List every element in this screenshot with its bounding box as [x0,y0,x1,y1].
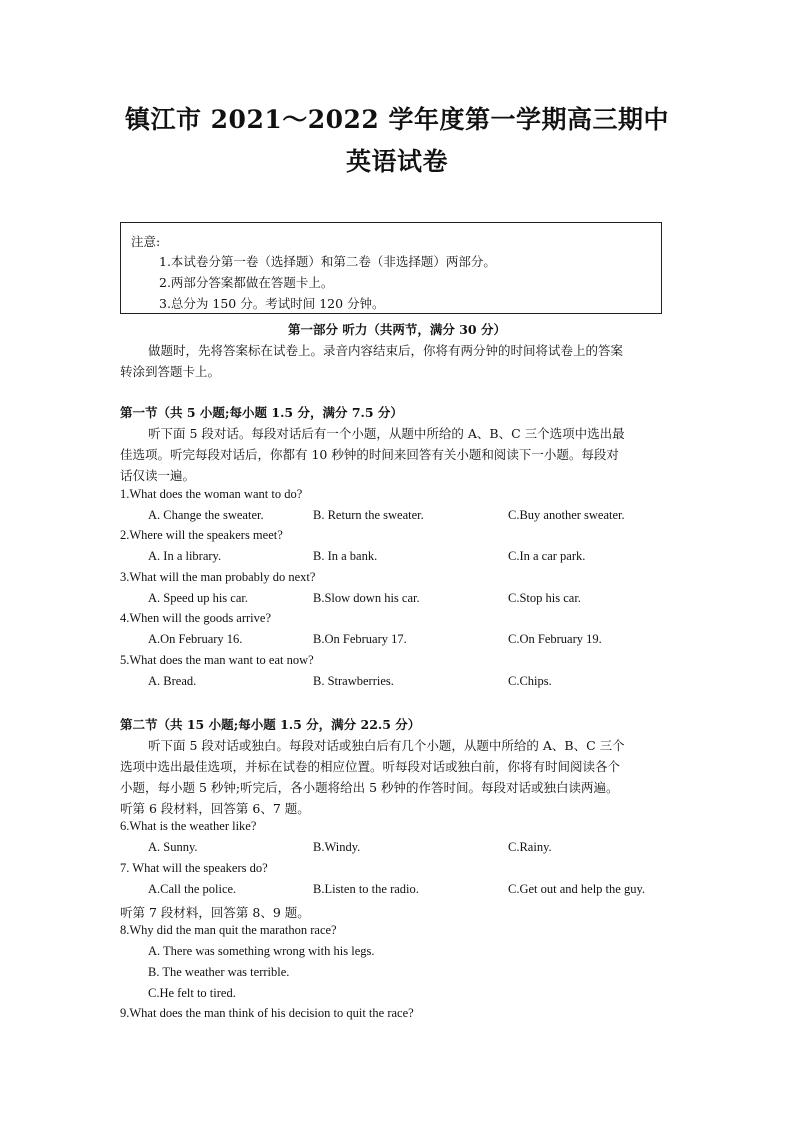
question-3-option-a: A. Speed up his car. [148,591,248,605]
section1-intro-line3: 话仅读一遍。 [120,468,196,483]
question-1-option-a: A. Change the sweater. [148,508,264,522]
section2-intro-line1: 听下面 5 段对话或独白。每段对话或独白后有几个小题，从题中所给的 A、B、C 三个 [148,738,625,753]
question-2-option-a: A. In a library. [148,549,222,563]
question-7-option-c: C.Get out and help the guy. [508,882,646,896]
question-7-option-b: B.Listen to the radio. [313,882,419,896]
exam-title-line1: 镇江市 2021～2022 学年度第一学期高三期中 [124,105,670,134]
part1-heading: 第一部分 听力（共两节，满分 30 分） [288,322,506,337]
question-4-option-b: B.On February 17. [313,632,407,646]
exam-title-line2: 英语试卷 [345,147,448,176]
question-6-option-a: A. Sunny. [148,840,198,854]
notice-item-3: 3.总分为 150 分。考试时间 120 分钟。 [159,296,385,311]
section2-heading: 第二节（共 15 小题;每小题 1.5 分，满分 22.5 分） [120,717,421,732]
question-2: 2.Where will the speakers meet? [120,528,283,542]
question-2-option-b: B. In a bank. [313,549,378,563]
notice-heading: 注意: [131,234,161,249]
question-3: 3.What will the man probably do next? [120,570,316,584]
material-6-instruction: 听第 6 段材料，回答第 6、7 题。 [120,801,310,816]
question-1-option-b: B. Return the sweater. [313,508,424,522]
question-5-option-c: C.Chips. [508,674,552,688]
question-8-option-c: C.He felt to tired. [148,986,236,1000]
section1-intro-line1: 听下面 5 段对话。每段对话后有一个小题，从题中所给的 A、B、C 三个选项中选出最 [148,426,625,441]
question-5-option-b: B. Strawberries. [313,674,394,688]
question-3-option-c: C.Stop his car. [508,591,581,605]
question-6-option-c: C.Rainy. [508,840,552,854]
notice-item-2: 2.两部分答案都做在答题卡上。 [159,275,334,290]
question-8: 8.Why did the man quit the marathon race? [120,923,337,937]
question-3-option-b: B.Slow down his car. [313,591,420,605]
material-7-instruction: 听第 7 段材料，回答第 8、9 题。 [120,905,310,920]
question-7: 7. What will the speakers do? [120,861,268,875]
section1-heading: 第一节（共 5 小题;每小题 1.5 分，满分 7.5 分） [120,405,403,420]
notice-box [120,222,662,314]
question-4: 4.When will the goods arrive? [120,611,271,625]
question-5: 5.What does the man want to eat now? [120,653,314,667]
question-4-option-a: A.On February 16. [148,632,243,646]
question-2-option-c: C.In a car park. [508,549,586,563]
question-1-option-c: C.Buy another sweater. [508,508,625,522]
section1-intro-line2: 佳选项。听完每段对话后，你都有 10 秒钟的时间来回答有关小题和阅读下一小题。每段对 [120,447,619,462]
notice-item-1: 1.本试卷分第一卷（选择题）和第二卷（非选择题）两部分。 [159,254,496,269]
question-6: 6.What is the weather like? [120,819,257,833]
part1-intro-line1: 做题时，先将答案标在试卷上。录音内容结束后，你将有两分钟的时间将试卷上的答案 [148,343,624,358]
question-1: 1.What does the woman want to do? [120,487,303,501]
section2-intro-line2: 选项中选出最佳选项，并标在试卷的相应位置。听每段对话或独白前，你将有时间阅读各个 [120,759,621,774]
question-5-option-a: A. Bread. [148,674,197,688]
question-6-option-b: B.Windy. [313,840,361,854]
question-9: 9.What does the man think of his decision to quit the race? [120,1006,414,1020]
question-4-option-c: C.On February 19. [508,632,602,646]
part1-intro-line2: 转涂到答题卡上。 [120,364,221,379]
section2-intro-line3: 小题，每小题 5 秒钟;听完后，各小题将给出 5 秒钟的作答时间。每段对话或独白读两遍。 [120,780,619,795]
question-8-option-b: B. The weather was terrible. [148,965,290,979]
question-7-option-a: A.Call the police. [148,882,237,896]
question-8-option-a: A. There was something wrong with his legs. [148,944,375,958]
